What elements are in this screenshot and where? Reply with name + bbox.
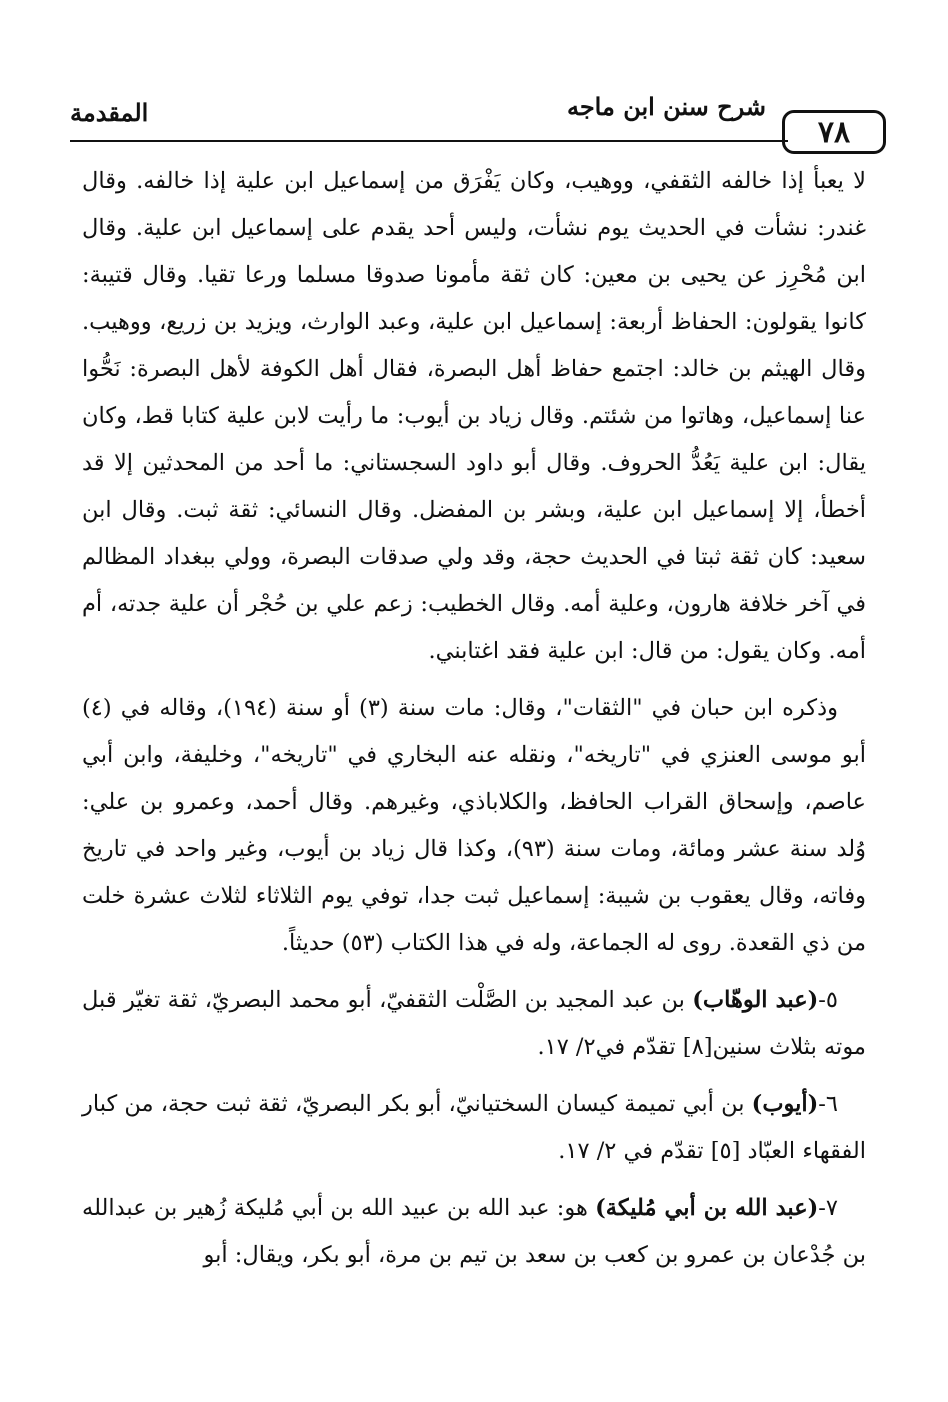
entry-number: ٧- — [818, 1195, 838, 1221]
narrator-entry — [82, 1185, 866, 1279]
entry-number: ٦- — [818, 1091, 838, 1117]
narrator-name: (عبد الوهّاب) — [692, 987, 819, 1013]
narrator-name: (أيوب) — [751, 1091, 819, 1117]
paragraph: لا يعبأ إذا خالفه الثقفي، ووهيب، وكان يَفْرَق من إسماعيل ابن علية إذا خالفه. وقال غندر: نشأت في الحديث يوم نشأت، وليس أحد يقدم على إسماعيل ابن علية. وقال ابن مُحْرِز عن يحيى بن معين: كان ثقة مأمونا صدوقا مسلما ورعا تقيا. وقال قتيبة: كانوا يقولون: الحفاظ أربعة: إسماعيل ابن علية، وعبد الوارث، ويزيد بن زريع، ووهيب. وقال الهيثم بن خالد: اجتمع حفاظ أهل البصرة، فقال أهل الكوفة لأهل البصرة: نَحُّوا عنا إسماعيل، وهاتوا من شئتم. وقال زياد بن أيوب: ما رأيت لابن علية كتابا قط، وكان يقال: ابن علية يَعُدُّ الحروف. وقال أبو داود السجستاني: ما أحد من المحدثين إلا قد أخطأ، إلا إسماعيل ابن علية، وبشر بن المفضل. وقال النسائي: ثقة ثبت. وقال ابن سعيد: كان ثقة ثبتا في الحديث حجة، وقد ولي صدقات البصرة، وولي ببغداد المظالم في آخر خلافة هارون، وعلية أمه. وقال الخطيب: زعم علي بن حُجْر أن علية جدته، أم أمه. وكان يقول: من قال: ابن علية فقد اغتابني. — [82, 168, 866, 664]
page-number: ٧٨ — [782, 110, 886, 154]
book-title: شرح سنن ابن ماجه — [566, 92, 766, 121]
narrator-entry — [82, 1081, 866, 1175]
entry-text: بن أبي تميمة كيسان السختيانيّ، أبو بكر البصريّ، ثقة ثبت حجة، من كبار الفقهاء العبّاد [٥] تقدّم في ٢/ ١٧. — [82, 1091, 866, 1164]
narrator-entry — [82, 977, 866, 1071]
page-body — [82, 158, 866, 1289]
section-title: المقدمة — [70, 98, 149, 127]
entry-text: بن عبد المجيد بن الصَّلْت الثقفيّ، أبو محمد البصريّ، ثقة تغيّر قبل موته بثلاث سنين[٨] تقدّم في٢/ ١٧. — [82, 987, 866, 1060]
header-divider — [70, 140, 788, 142]
entry-number: ٥- — [818, 987, 838, 1013]
page-header — [70, 88, 886, 148]
paragraph: وذكره ابن حبان في "الثقات"، وقال: مات سنة (٣) أو سنة (١٩٤)، وقاله في (٤) أبو موسى العنزي في "تاريخه"، ونقله عنه البخاري في "تاريخه"، وخليفة، وابن أبي عاصم، وإسحاق القراب الحافظ، والكلاباذي، وغيرهم. وقال أحمد، وعمرو بن علي: وُلد سنة عشر ومائة، ومات سنة (٩٣)، وكذا قال زياد بن أيوب، وغير واحد في تاريخ وفاته، وقال يعقوب بن شيبة: إسماعيل ثبت جدا، توفي يوم الثلاثاء لثلاث عشرة خلت من ذي القعدة. روى له الجماعة، وله في هذا الكتاب (٥٣) حديثاً. — [82, 695, 866, 956]
narrator-name: (عبد الله بن أبي مُليكة) — [595, 1195, 819, 1221]
entry-text: هو: عبد الله بن عبيد الله بن أبي مُليكة زُهير بن عبدالله بن جُدْعان بن عمرو بن كعب بن سعد بن تيم بن مرة، أبو بكر، ويقال: أبو — [82, 1195, 866, 1268]
